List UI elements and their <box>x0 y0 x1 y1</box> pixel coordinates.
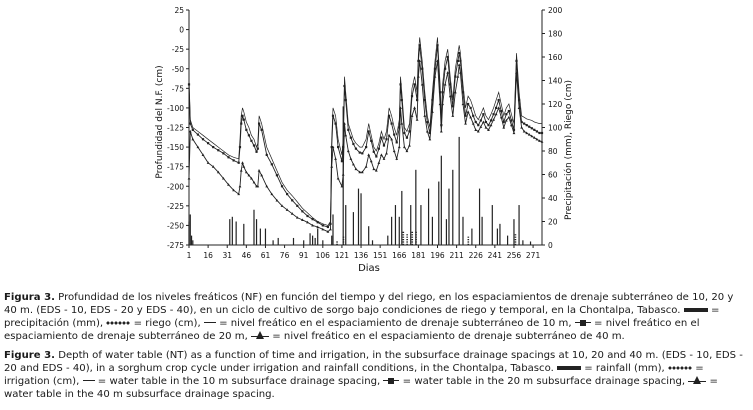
series-20m-point <box>482 113 484 115</box>
series-20m-point <box>533 129 535 131</box>
legend-40m-swatch <box>251 331 269 341</box>
series-40m-point <box>416 118 419 121</box>
series-20m-point <box>393 133 395 135</box>
x-tick-label: 61 <box>260 251 271 260</box>
series-20m-point <box>261 129 263 131</box>
series-40m-point <box>191 138 194 141</box>
y-right-tick-label: 0 <box>548 241 553 250</box>
series-20m-point <box>368 130 370 132</box>
x-tick-label: 31 <box>222 251 233 260</box>
series-40m-point <box>458 63 461 66</box>
series-20m-point <box>487 124 489 126</box>
y-right-tick-label: 80 <box>548 147 558 156</box>
x-tick-label: 226 <box>468 251 483 260</box>
series-20m-point <box>375 155 377 157</box>
y-left-tick-label: -225 <box>166 201 184 211</box>
series-20m-point <box>378 148 380 150</box>
series-lines <box>188 37 544 232</box>
series-20m-point <box>238 162 240 164</box>
series-40m-point <box>502 126 505 129</box>
series-20m-point <box>477 124 479 126</box>
series-40m-point <box>388 134 391 137</box>
series-20m-point <box>441 91 443 93</box>
caption-en-legend-irrigation: = irrigation (cm), <box>4 362 704 387</box>
y-right-tick-label: 20 <box>548 217 558 227</box>
series-40m-point <box>451 114 454 117</box>
series-20m-point <box>403 132 405 134</box>
y-right-tick-label: 40 <box>548 194 558 203</box>
series-20m-point <box>227 156 229 158</box>
caption-en-legend-rain: = rainfall (mm), <box>584 362 665 374</box>
series-20m-point <box>337 146 339 148</box>
series-20m-point <box>383 144 385 146</box>
y-right-tick-label: 60 <box>548 170 558 180</box>
x-tick-label: 91 <box>298 251 309 260</box>
series-10m-line <box>189 37 542 225</box>
y-right-tick-label: 140 <box>548 76 563 86</box>
series-40m-point <box>342 173 345 176</box>
series-20m-point <box>510 119 512 121</box>
legend-rain-swatch <box>557 366 581 370</box>
series-20m-point <box>515 60 517 62</box>
caption-es-legend-irrigation: = riego (cm), <box>133 317 201 329</box>
series-20m-point <box>426 121 428 123</box>
series-20m-point <box>240 122 242 124</box>
y-right-tick-label: 120 <box>548 100 563 109</box>
legend-10m-swatch <box>204 322 216 323</box>
series-40m-point <box>474 128 477 131</box>
legend-20m-swatch <box>575 318 591 328</box>
series-20m-point <box>365 146 367 148</box>
series-40m-point <box>403 146 406 149</box>
series-40m-point <box>426 130 429 133</box>
series-40m-point <box>240 169 243 172</box>
x-tick-label: 181 <box>411 251 426 260</box>
y-right-tick-label: 100 <box>548 123 563 133</box>
y-left-tick-label: -150 <box>166 143 184 153</box>
caption-es-legend-40m: = nivel freático en el espaciamiento de drenaje subterráneo de 40 m. <box>272 330 625 342</box>
x-tick-label: 1 <box>186 251 192 260</box>
series-40m-point <box>472 122 475 125</box>
series-40m-point <box>344 134 347 137</box>
series-20m-point <box>401 99 403 101</box>
series-40m-point <box>372 168 375 171</box>
series-20m-point <box>207 142 209 144</box>
series-40m-point <box>385 152 388 155</box>
series-40m-point <box>349 157 352 160</box>
series-40m-point <box>482 121 485 124</box>
series-20m-point <box>436 44 438 46</box>
series-20m-point <box>197 133 199 135</box>
series-20m-point <box>233 159 235 161</box>
legend-10m-swatch <box>83 380 95 381</box>
series-20m-point <box>505 113 507 115</box>
series-20m-point <box>396 141 398 143</box>
series-20m-point <box>492 113 494 115</box>
y-left-tick-label: -275 <box>166 241 184 250</box>
series-20m-point <box>385 138 387 140</box>
series-40m-point <box>520 126 523 129</box>
series-20m-point <box>495 107 497 109</box>
series-20m-point <box>301 210 303 212</box>
series-20m-point <box>245 129 247 131</box>
series-20m-point <box>380 137 382 139</box>
y-left-tick-label: -200 <box>166 182 184 192</box>
x-tick-label: 151 <box>372 251 388 260</box>
series-20m-point <box>212 146 214 148</box>
series-40m-point <box>423 114 426 117</box>
series-40m-point <box>497 106 500 109</box>
series-20m-point <box>258 122 260 124</box>
series-20m-point <box>253 144 255 146</box>
caption-es-legend-20m: = nivel freático en el espaciamiento de drenaje subterráneo de 20 m, <box>4 317 700 342</box>
series-20m-point <box>373 151 375 153</box>
series-40m-point <box>398 146 401 149</box>
series-20m-point <box>480 119 482 121</box>
series-40m-point <box>456 75 459 78</box>
series-20m-point <box>472 115 474 117</box>
caption-en-body: Depth of water table (NT) as a function of time and irrigation, in the subsurface drainage spacings at 10, 20 and 40 m. (EDS - 10, EDS - 20 and EDS - 40), in a sorghum crop cycle under irrigation and rainfall conditions, in the Chontalpa, Tabasco. <box>4 350 743 374</box>
caption-en-lead: Figure 3. <box>4 350 55 361</box>
series-20m-point <box>457 60 459 62</box>
caption-spanish <box>4 292 749 344</box>
series-20m-point <box>361 152 363 154</box>
caption-en-legend-40m: = water table in the 40 m subsurface drainage spacing. <box>4 375 718 400</box>
x-tick-label: 211 <box>449 251 464 260</box>
series-40m-point <box>334 157 337 160</box>
series-20m-point <box>341 160 343 162</box>
series-20m-point <box>421 68 423 70</box>
series-20m-point <box>391 122 393 124</box>
irrigation-bars <box>337 231 515 245</box>
series-40m-point <box>370 160 373 163</box>
series-40m-point <box>464 122 467 125</box>
series-20m-point <box>222 152 224 154</box>
series-20m-line <box>189 45 542 227</box>
series-40m-point <box>444 83 447 86</box>
series-40m-point <box>428 138 431 141</box>
x-tick-label: 46 <box>241 251 252 260</box>
legend-rain-swatch <box>684 308 708 312</box>
series-20m-point <box>526 124 528 126</box>
x-tick-label: 76 <box>279 251 290 260</box>
series-20m-point <box>475 121 477 123</box>
series-20m-point <box>286 193 288 195</box>
series-20m-point <box>419 44 421 46</box>
series-20m-point <box>485 121 487 123</box>
y-left-tick-label: 0 <box>179 25 184 35</box>
series-20m-point <box>350 137 352 139</box>
series-20m-point <box>347 129 349 131</box>
series-40m-point <box>347 150 350 153</box>
caption-es-lead: Figura 3. <box>4 292 55 303</box>
y-left-tick-label: -250 <box>166 221 184 231</box>
series-40m-point <box>393 150 396 153</box>
series-20m-point <box>355 148 357 150</box>
series-20m-point <box>217 149 219 151</box>
series-20m-point <box>538 132 540 134</box>
series-20m-point <box>498 99 500 101</box>
series-20m-point <box>413 83 415 85</box>
y-right-tick-label: 180 <box>548 29 563 39</box>
series-20m-point <box>202 138 204 140</box>
series-20m-point <box>444 68 446 70</box>
series-20m-point <box>343 85 345 87</box>
series-20m-point <box>490 119 492 121</box>
series-40m-point <box>337 177 340 180</box>
series-20m-point <box>317 221 319 223</box>
series-20m-point <box>332 115 334 117</box>
series-40m-point <box>513 131 516 134</box>
series-20m-point <box>406 137 408 139</box>
series-20m-point <box>500 110 502 112</box>
series-20m-point <box>306 215 308 217</box>
series-20m-point <box>312 218 314 220</box>
series-20m-point <box>454 75 456 77</box>
y-left-tick-label: -175 <box>166 162 184 172</box>
series-20m-point <box>458 52 460 54</box>
caption-english <box>4 350 749 402</box>
caption-es-body: Profundidad de los niveles freáticos (NF) en función del tiempo y del riego, en los espaciamientos de drenaje subterráneo de 10, 20 y 40 m. (EDS - 10, EDS - 20 y EDS - 40), en un ciclo de cultivo de sorgo bajo condiciones de riego y temporal, en la Chontalpa, Tabasco. <box>4 292 734 316</box>
series-20m-point <box>528 126 530 128</box>
series-20m-point <box>359 151 361 153</box>
y-left-tick-label: 25 <box>174 6 184 15</box>
series-40m-point <box>413 106 416 109</box>
series-20m-point <box>271 163 273 165</box>
x-tick-label: 121 <box>334 251 350 260</box>
series-20m-point <box>243 119 245 121</box>
series-40m-point <box>400 122 403 125</box>
x-tick-label: 256 <box>506 251 522 260</box>
x-tick-label: 16 <box>203 251 213 260</box>
series-20m-point <box>531 127 533 129</box>
series-20m-point <box>345 99 347 101</box>
series-40m-point <box>380 153 383 156</box>
series-40m-point <box>242 165 245 168</box>
x-axis-label: Dias <box>358 263 380 274</box>
series-40m-point <box>395 157 398 160</box>
series-20m-point <box>257 148 259 150</box>
series-40m-point <box>408 144 411 147</box>
legend-20m-swatch <box>383 376 399 386</box>
x-tick-label: 166 <box>392 251 407 260</box>
x-tick-label: 241 <box>487 251 503 260</box>
series-20m-point <box>192 129 194 131</box>
series-20m-point <box>523 122 525 124</box>
y-right-tick-label: 160 <box>548 53 563 62</box>
series-40m-point <box>329 228 332 231</box>
series-20m-point <box>248 134 250 136</box>
x-tick-label: 196 <box>430 251 445 260</box>
series-20m-point <box>276 174 278 176</box>
legend-irrigation-swatch <box>106 321 130 325</box>
series-20m-point <box>467 103 469 105</box>
y-left-tick-label: -25 <box>171 45 184 55</box>
series-40m-point <box>440 130 443 133</box>
legend-irrigation-swatch <box>668 366 692 370</box>
x-tick-label: 136 <box>353 251 369 260</box>
series-20m-point <box>281 185 283 187</box>
series-20m-point <box>322 224 324 226</box>
y-left-tick-label: -125 <box>166 123 184 133</box>
series-20m-point <box>296 205 298 207</box>
legend-40m-swatch <box>688 376 706 386</box>
series-40m-point <box>495 113 498 116</box>
series-20m-point <box>470 107 472 109</box>
y-right-tick-label: 200 <box>548 6 563 15</box>
caption-es-legend-10m: = nivel freático en el espaciamiento de drenaje subterráneo de 10 m, <box>219 317 572 329</box>
series-40m-point <box>467 110 470 113</box>
series-20m-point <box>334 122 336 124</box>
series-20m-point <box>241 115 243 117</box>
series-20m-point <box>239 146 241 148</box>
series-40m-point <box>239 185 242 188</box>
series-20m-point <box>399 83 401 85</box>
series-40m-point <box>367 153 370 156</box>
x-tick-label: 271 <box>525 251 541 260</box>
series-20m-point <box>327 226 329 228</box>
y-left-tick-label: -50 <box>171 64 184 74</box>
series-20m-point <box>291 199 293 201</box>
y-axis-label-right: Precipitación (mm), Riego (cm) <box>564 80 574 220</box>
y-axis-label-left: Profundidad del N.F. (cm) <box>155 65 165 179</box>
series-20m-point <box>536 130 538 132</box>
caption-en-legend-10m: = water table in the 10 m subsurface drainage spacing, <box>97 375 381 387</box>
series-40m-point <box>258 169 261 172</box>
series-20m-point <box>189 122 191 124</box>
y-left-tick-label: -100 <box>166 103 184 113</box>
series-20m-point <box>250 140 252 142</box>
caption-es-legend-rain: = precipitación (mm), <box>4 304 720 329</box>
series-40m-point <box>330 165 333 168</box>
series-20m-point <box>508 110 510 112</box>
caption-en-legend-20m: = water table in the 20 m subsurface drainage spacing, <box>402 375 686 387</box>
series-20m-point <box>255 151 257 153</box>
axes <box>167 6 563 260</box>
series-20m-point <box>266 154 268 156</box>
series-20m-point <box>411 95 413 97</box>
y-left-tick-label: -75 <box>171 84 184 94</box>
precipitation-bars <box>189 106 531 245</box>
series-40m-point <box>241 161 244 164</box>
series-20m-point <box>459 60 461 62</box>
series-20m-point <box>447 56 449 58</box>
x-tick-label: 106 <box>315 251 330 260</box>
series-20m-point <box>352 143 354 145</box>
series-40m-point <box>377 161 380 164</box>
series-20m-point <box>388 115 390 117</box>
series-40m-point <box>365 165 368 168</box>
series-20m-point <box>370 140 372 142</box>
